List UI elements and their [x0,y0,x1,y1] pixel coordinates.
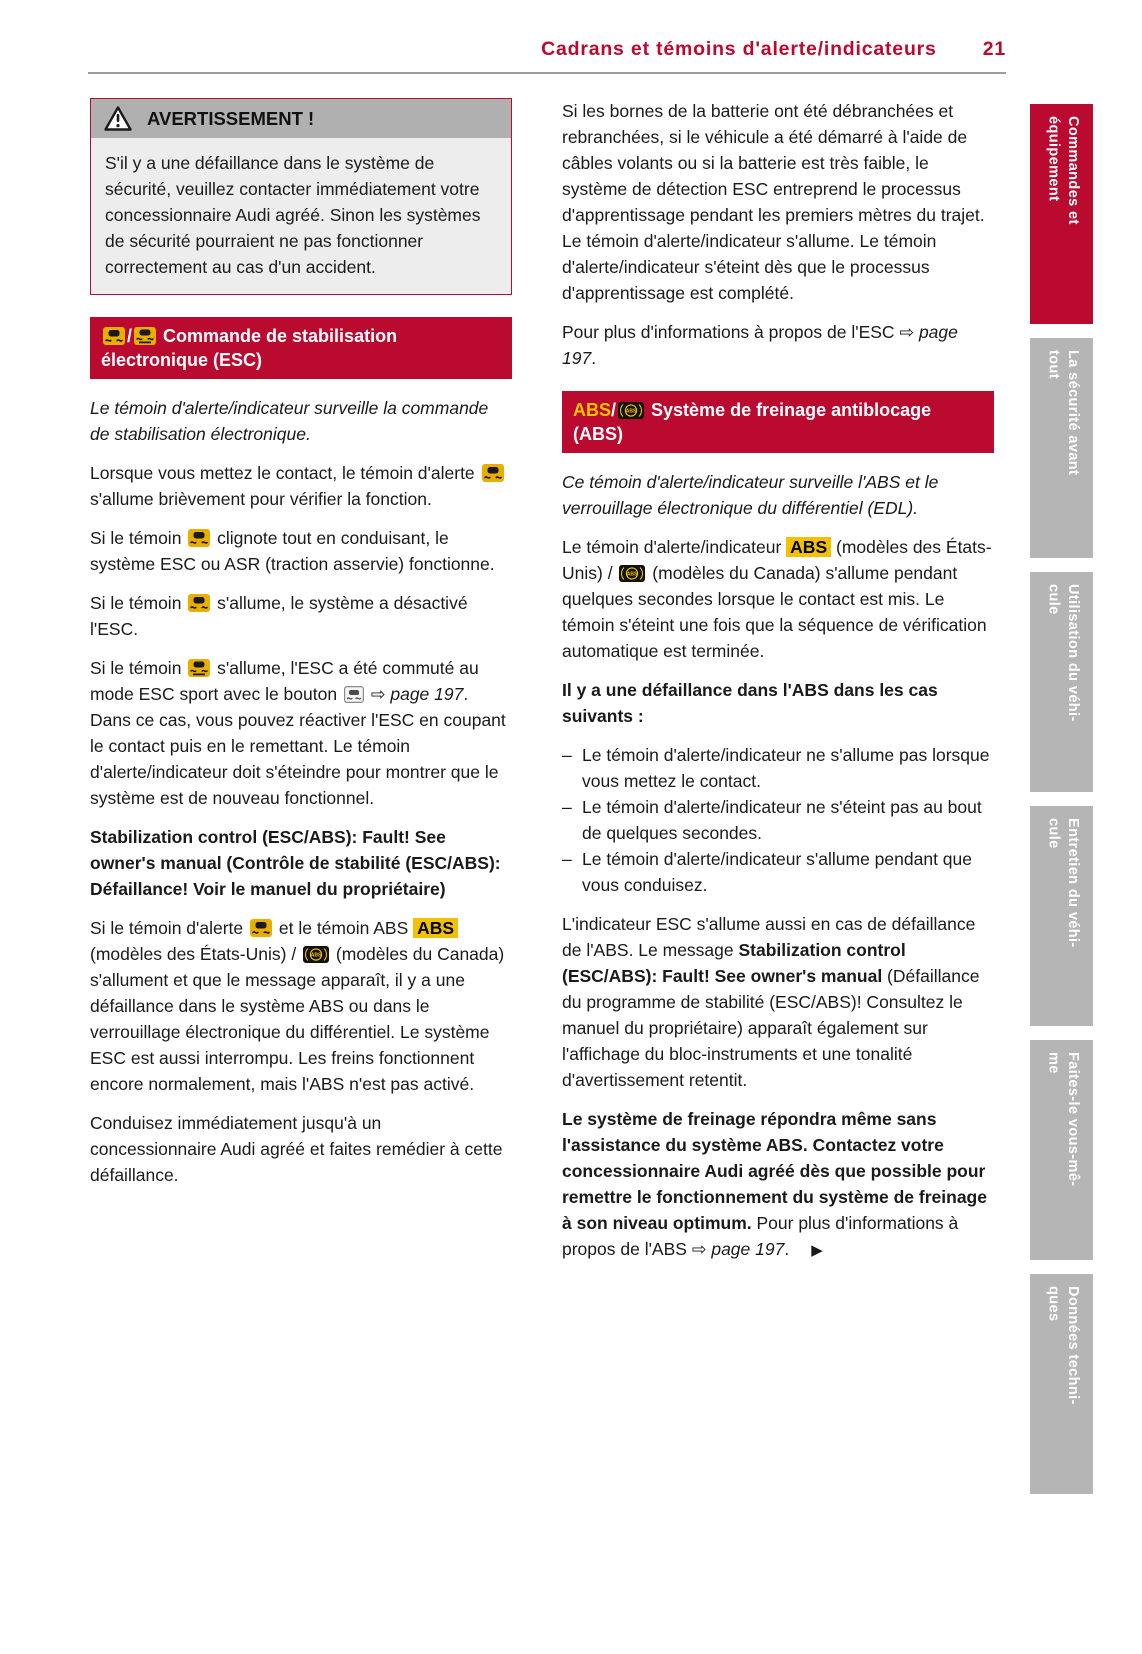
text-run: et le témoin ABS [274,918,414,938]
esc-icon [482,464,504,482]
text-run: Si les bornes de la batterie ont été débranchées et rebranchées, si le véhicule a été démarré à l'aide de câbles volants ou si la batterie est très faible, le système de détection ESC entreprend le processus d'apprentissage pendant les premiers mètres du trajet. Le témoin d'alerte/indicateur s'allume. Le témoin d'alerte/indicateur s'éteint dès que le processus d'apprentissage est complété. [562,101,985,303]
dash-list [562,742,994,898]
esc-icon [188,594,210,612]
text-run: Si le témoin [90,593,187,613]
esc-icon [103,327,125,345]
paragraph [90,460,512,512]
page-content [90,98,994,1277]
text-run: . Dans ce cas, vous pouvez réactiver l'ESC en coupant le contact puis en le remettant. Le témoin d'alerte/indicateur doit s'éteindre pour montrer que le système est de nouveau fonctionnel. [90,684,506,808]
paragraph [90,915,512,1097]
list-item-text: Le témoin d'alerte/indicateur ne s'allume pas lorsque vous mettez le contact. [582,745,990,791]
section-header [90,317,512,379]
text-run: / [127,326,133,346]
paragraph [562,534,994,664]
text-run: (modèles des États-Unis) / [562,537,992,583]
text-run: / [611,400,617,420]
sidebar-tab-1 [1030,104,1093,324]
text-run: (modèles des États-Unis) / [90,944,302,964]
esc-icon [188,529,210,547]
text-run: Pour plus d'informations à propos de l'ESC [562,322,900,342]
ref-arrow-icon: ⇨ [370,684,391,704]
paragraph [562,1106,994,1264]
continuation-arrow-icon: ▶ [811,1242,823,1259]
abs-header-label: ABS [573,400,612,420]
text-run: (modèles du Canada) s'allume pendant quelques secondes lorsque le contact est mis. Le témoin s'éteint une fois que la séquence de vérification automatique est terminée. [562,563,987,661]
sidebar-tab-2 [1030,338,1093,558]
list-item [562,794,994,846]
text-run: s'allume, le système a désactivé l'ESC. [90,593,468,639]
esc-icon [250,919,272,937]
sidebar-tab-line: Entretien du véhi- [1065,818,1081,948]
warning-header [91,99,511,138]
warning-body: S'il y a une défaillance dans le système de sécurité, veuillez contacter immédiatement votre concessionnaire Audi agréé. Sinon les systèmes de sécurité pourraient ne pas fonctionner correctement au cas d'un accident. [91,138,511,294]
warning-box [90,98,512,295]
left-column [90,98,512,1277]
text-run: (Défaillance du programme de stabilité (ESC/ABS)! Consultez le manuel du propriétaire) apparaît également sur l'affichage du bloc-instruments et une tonalité d'avertissement retentit. [562,966,980,1090]
paragraph [90,590,512,642]
page-reference [371,684,464,704]
text-run: Ce témoin d'alerte/indicateur surveille l'ABS et le verrouillage électronique du différentiel (EDL). [562,472,939,518]
page-header [90,38,1006,61]
list-item-text: Le témoin d'alerte/indicateur s'allume pendant que vous conduisez. [582,849,972,895]
text-run: Si le témoin [90,528,187,548]
esc-btn-icon [344,686,364,703]
text-run: Système de freinage antiblocage (ABS) [573,400,932,444]
sidebar-tab-line: me [1045,1052,1062,1074]
page-number: 21 [982,38,1006,60]
list-dash: – [562,745,572,765]
esc-sport-icon [134,327,156,345]
ref-page-text: page 197 [711,1239,785,1259]
bold-text: Stabilization control (ESC/ABS): Fault! See owner's manual [562,940,906,986]
text-run: Pour plus d'informations à propos de l'ABS [562,1213,959,1259]
ref-arrow-icon: ⇨ [691,1239,712,1259]
list-item [562,846,994,898]
svg-text:ABS: ABS [627,571,638,578]
ref-page-text: page 197 [562,322,958,368]
page-title: Cadrans et témoins d'alerte/indicateurs [541,38,937,60]
abs-can-icon [619,565,645,582]
section-header [562,391,994,453]
sidebar-tab-line: Données techni- [1065,1286,1081,1405]
paragraph [90,655,512,811]
list-dash: – [562,849,572,869]
sidebar-tab-line: Commandes et [1065,116,1081,225]
header-rule [88,72,1006,74]
sidebar-tab-line: Utilisation du véhi- [1065,584,1081,722]
page-reference [692,1239,785,1259]
sidebar-tabs [1030,104,1093,1494]
esc-sport-icon [188,659,210,677]
sidebar-tab-6 [1030,1274,1093,1494]
text-run: . [591,348,597,368]
text-run: L'indicateur ESC s'allume aussi en cas de défaillance de l'ABS. Le message [562,914,976,960]
warning-triangle-icon [103,105,133,132]
text-run: clignote tout en conduisant, le système ESC ou ASR (traction asservie) fonctionne. [90,528,495,574]
text-run: Le témoin d'alerte/indicateur [562,537,787,557]
text-run: Le témoin d'alerte/indicateur surveille la commande de stabilisation électronique. [90,398,489,444]
paragraph [90,1110,512,1188]
sidebar-tab-line: cule [1045,818,1062,849]
text-run: Commande de stabilisation électronique (ESC) [101,326,398,370]
text-run: Il y a une défaillance dans l'ABS dans les cas suivants : [562,680,938,726]
text-run: Stabilization control (ESC/ABS): Fault! See owner's manual (Contrôle de stabilité (ESC/ABS): Défaillance! Voir le manuel du propriétaire) [90,827,501,899]
right-column [562,98,994,1277]
sidebar-tab-5 [1030,1040,1093,1260]
text-run: Lorsque vous mettez le contact, le témoin d'alerte [90,463,480,483]
ref-arrow-icon: ⇨ [899,322,919,342]
text-run: Si le témoin d'alerte [90,918,249,938]
sidebar-tab-4 [1030,806,1093,1026]
paragraph [562,319,994,371]
sidebar-tab-line: équipement [1045,116,1062,202]
sidebar-tab-line: cule [1045,584,1062,615]
text-run: . [784,1239,790,1259]
svg-text:ABS: ABS [625,408,637,415]
abs-telltale-badge: ABS [413,918,458,938]
abs-can-icon [618,402,644,419]
list-dash: – [562,797,572,817]
list-item [562,742,994,794]
abs-telltale-badge: ABS [786,537,831,557]
text-run: Si le témoin [90,658,187,678]
sidebar-tab-line: tout [1045,350,1062,379]
sidebar-tab-line: La sécurité avant [1065,350,1081,476]
ref-page-text: page 197 [390,684,464,704]
text-run: Conduisez immédiatement jusqu'à un concessionnaire Audi agréé et faites remédier à cette défaillance. [90,1113,503,1185]
warning-title: AVERTISSEMENT ! [147,107,315,129]
bold-paragraph [562,677,994,729]
lead-paragraph [90,395,512,447]
paragraph [562,911,994,1093]
sidebar-tab-line: ques [1045,1286,1062,1322]
lead-paragraph [562,469,994,521]
abs-can-icon [303,946,329,963]
list-item-text: Le témoin d'alerte/indicateur ne s'éteint pas au bout de quelques secondes. [582,797,982,843]
paragraph [90,525,512,577]
paragraph [562,98,994,306]
bold-paragraph [90,824,512,902]
text-run: (modèles du Canada) s'allument et que le message apparaît, il y a une défaillance dans le système ABS ou dans le verrouillage électronique du différentiel. Le système ESC est aussi interrompu. Les freins fonctionnent encore normalement, mais l'ABS n'est pas activé. [90,944,505,1094]
bold-text: Le système de freinage répondra même sans l'assistance du système ABS. Contactez votre concessionnaire Audi agréé dès que possible pour remettre le fonctionnement du système de freinage à son niveau optimum. [562,1109,987,1233]
text-run: s'allume brièvement pour vérifier la fonction. [90,489,432,509]
sidebar-tab-line: Faites-le vous-mê- [1065,1052,1081,1187]
sidebar-tab-3 [1030,572,1093,792]
text-run: s'allume, l'ESC a été commuté au mode ESC sport avec le bouton [90,658,479,704]
svg-text:ABS: ABS [310,952,322,959]
